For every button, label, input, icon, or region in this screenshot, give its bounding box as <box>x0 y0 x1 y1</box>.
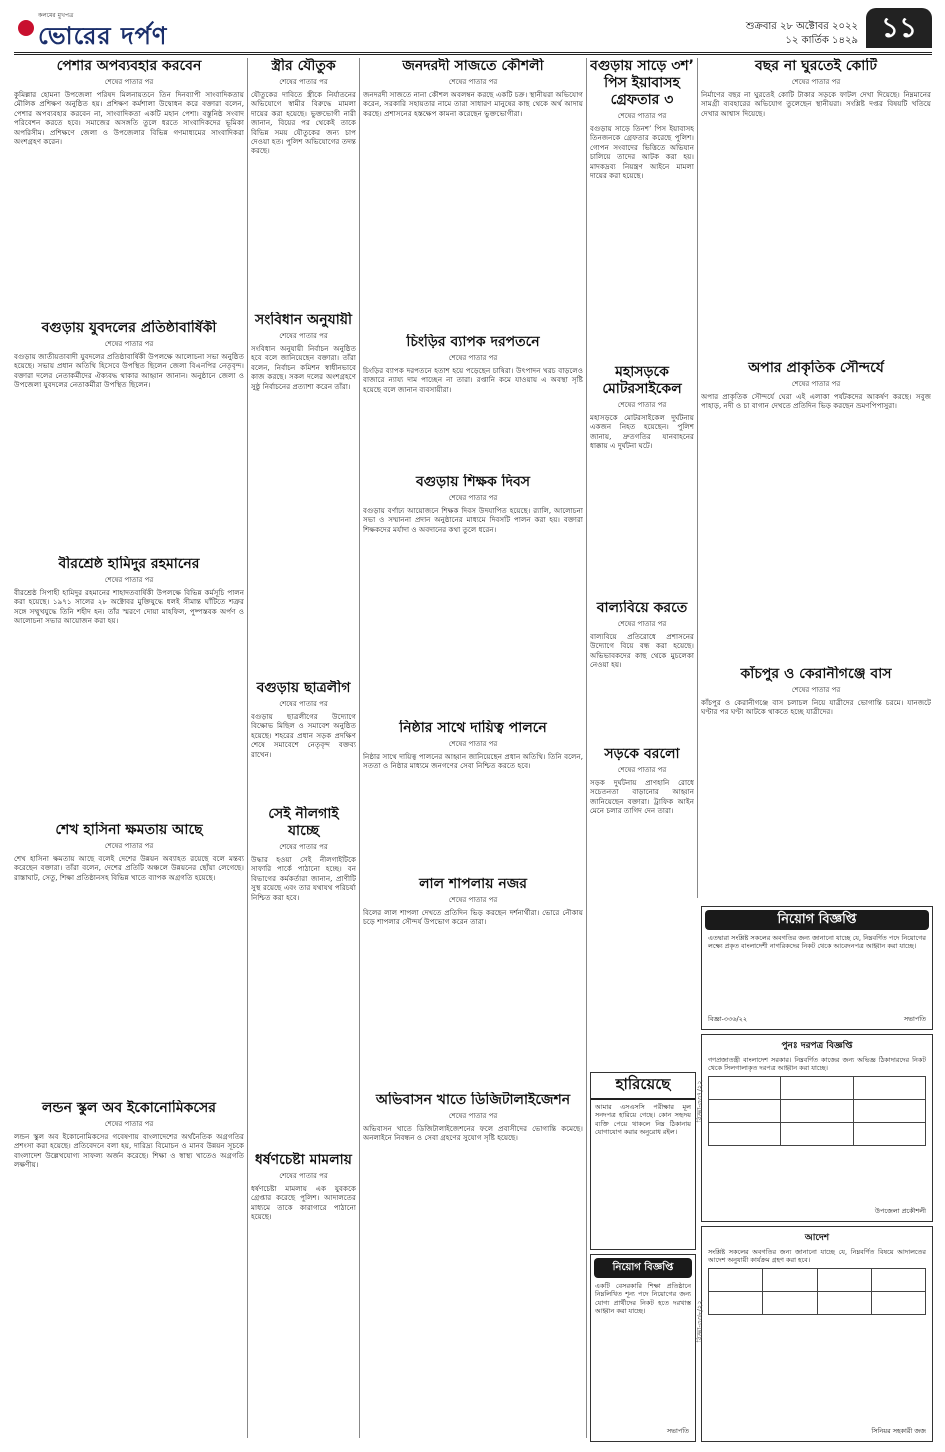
article-body: ধর্ষণচেষ্টা মামলায় এক যুবককে গ্রেপ্তার করেছে পুলিশ। আদালতের মাধ্যমে তাকে কারাগারে পাঠানো হয়েছে। <box>251 1184 356 1222</box>
article-dhorshon <box>251 1152 356 1440</box>
article-nilgai <box>251 806 356 1146</box>
order-table <box>708 1268 926 1315</box>
date-bengali: ১২ কার্তিক ১৪২৯ <box>785 35 858 46</box>
headline: মহাসড়কে মোটরসাইকেল <box>602 364 682 397</box>
ad-signatory: উপজেলা প্রকৌশলী <box>874 1207 926 1215</box>
headline: বছর না ঘুরতেই কোটি <box>755 58 877 74</box>
ad-recruitment-1 <box>701 906 933 1030</box>
article-lse <box>14 1100 244 1440</box>
continued-label: শেষের পাতার পর <box>791 686 841 694</box>
article-body: অপার প্রাকৃতিক সৌন্দর্যে ঘেরা এই এলাকা পর্যটকদের আকর্ষণ করছে। সবুজ পাহাড়, নদী ও চা বাগান দেখতে প্রতিদিন ভিড় করছেন ভ্রমণপিপাসুরা। <box>701 392 931 411</box>
article-birshreshtho <box>14 556 244 816</box>
headline: শেখ হাসিনা ক্ষমতায় আছে <box>55 822 203 838</box>
article-bochor-na-ghurtei <box>701 58 931 354</box>
article-songbidhan <box>251 312 356 672</box>
logo-tagline: কলমের মুখপত্র <box>38 12 74 19</box>
ad-body: এতদ্বারা সংশ্লিষ্ট সকলের অবগতির জন্য জানানো যাচ্ছে যে, নিম্নবর্ণিত পদে নিয়োগের লক্ষ্যে প্রকৃত বাংলাদেশী নাগরিকদের নিকট থেকে আবেদনপত্র আহ্বান করা যাচ্ছে। <box>708 934 926 951</box>
continued-label: শেষের পাতার পর <box>448 354 498 362</box>
column-rule <box>586 58 587 1438</box>
column-rule <box>697 58 698 898</box>
headline: অপার প্রাকৃতিক সৌন্দর্যে <box>748 360 884 376</box>
headline: সেই নীলগাই যাচ্ছে <box>268 806 339 839</box>
article-jubodal <box>14 320 244 550</box>
continued-label: শেষের পাতার পর <box>448 494 498 502</box>
headline: অভিবাসন খাতে ডিজিটালাইজেশন <box>375 1092 571 1108</box>
headline: পেশার অপব্যবহার করবেন <box>56 58 202 74</box>
continued-label: শেষের পাতার পর <box>617 112 667 120</box>
article-body: বগুড়ায় ছাত্রলীগের উদ্যোগে বিক্ষোভ মিছিল ও সমাবেশ অনুষ্ঠিত হয়েছে। শহরের প্রধান সড়ক প্রদক্ষিণ শেষে সমাবেশে নেতৃবৃন্দ বক্তব্য রাখেন। <box>251 712 356 759</box>
continued-label: শেষের পাতার পর <box>617 766 667 774</box>
headline: বগুড়ায় শিক্ষক দিবস <box>415 474 531 490</box>
ad-body: সংশ্লিষ্ট সকলের অবগতির জন্য জানানো যাচ্ছে যে, নিম্নবর্ণিত বিষয়ে আদালতের আদেশ অনুযায়ী কার্যক্রম গ্রহণ করা হবে। <box>708 1248 926 1265</box>
headline: লন্ডন স্কুল অব ইকোনোমিকসের <box>42 1100 216 1116</box>
continued-label: শেষের পাতার পর <box>104 78 154 86</box>
ad-signatory: সিনিয়র সহকারী জজ <box>871 1427 926 1435</box>
article-shikkhok-dibos <box>363 474 583 714</box>
article-body: বগুড়ায় জাতীয়তাবাদী যুবদলের প্রতিষ্ঠাবার্ষিকী উপলক্ষে আলোচনা সভা অনুষ্ঠিত হয়েছে। সভায় প্রধান অতিথি হিসেবে উপস্থিত ছিলেন জেলা বিএনপির নেতৃবৃন্দ। বক্তারা দলের নেতাকর্মীদের ঐক্যবদ্ধ থাকার আহ্বান জানান। অনুষ্ঠানে জেলা ও উপজেলা যুবদলের নেতাকর্মীরা উপস্থিত ছিলেন। <box>14 352 244 390</box>
column-rule <box>247 58 248 1438</box>
ad-code: বিজ্ঞা-৩৩৭/২২ <box>696 1080 704 1123</box>
ad-body: গণপ্রজাতন্ত্রী বাংলাদেশ সরকার। নিম্নবর্ণিত কাজের জন্য অভিজ্ঞ ঠিকাদারদের নিকট থেকে সিলগালাকৃত দরপত্র আহ্বান করা যাচ্ছে। <box>708 1056 926 1073</box>
headline: সড়কে বরলো <box>604 746 680 762</box>
continued-label: শেষের পাতার পর <box>448 740 498 748</box>
continued-label: শেষের পাতার পর <box>279 700 328 708</box>
headline: ধর্ষণচেষ্টা মামলায় <box>255 1152 352 1168</box>
newspaper-logo: ভোরের দর্পণ <box>38 22 168 50</box>
article-body: বীরশ্রেষ্ঠ সিপাহী হামিদুর রহমানের শাহাদতবার্ষিকী উপলক্ষে বিভিন্ন কর্মসূচি পালন করা হয়েছে। ১৯৭১ সালের ২৮ অক্টোবর মুক্তিযুদ্ধে ধলই সীমান্ত ঘাঁটিতে শত্রুর সঙ্গে সম্মুখযুদ্ধে তিনি শহীদ হন। তাঁর স্মরণে দোয়া মাহফিল, পুষ্পস্তবক অর্পণ ও আলোচনা সভার আয়োজন করা হয়। <box>14 588 244 626</box>
article-body: নিষ্ঠার সাথে দায়িত্ব পালনের আহ্বান জানিয়েছেন প্রধান অতিথি। তিনি বলেন, সততা ও নিষ্ঠার মাধ্যমে জনগণের সেবা নিশ্চিত করতে হবে। <box>363 752 583 771</box>
article-body: মহাসড়কে মোটরসাইকেল দুর্ঘটনায় একজন নিহত হয়েছেন। পুলিশ জানায়, দ্রুতগতির যানবাহনের ধাক্কায় এ দুর্ঘটনা ঘটে। <box>590 413 694 451</box>
article-chhatraleague <box>251 680 356 800</box>
ad-order <box>701 1226 933 1442</box>
dateline <box>746 20 858 48</box>
article-balyobiye <box>590 600 694 740</box>
article-joutuk <box>251 58 356 308</box>
headline: লাল শাপলায় নজর <box>419 876 527 892</box>
continued-label: শেষের পাতার পর <box>791 78 841 86</box>
article-pesha <box>14 58 244 316</box>
ad-title: নিয়োগ বিজ্ঞপ্তি <box>705 910 929 930</box>
article-nishtha <box>363 720 583 870</box>
article-sheikh-hasina <box>14 822 244 1094</box>
article-mohasorok <box>590 364 694 594</box>
headline: বগুড়ায় যুবদলের প্রতিষ্ঠাবার্ষিকী <box>41 320 217 336</box>
ad-tender <box>701 1034 933 1222</box>
continued-label: শেষের পাতার পর <box>104 842 154 850</box>
ad-title: পুনঃ দরপত্র বিজ্ঞপ্তি <box>781 1041 853 1051</box>
continued-label: শেষের পাতার পর <box>617 620 667 628</box>
article-body: সংবিধান অনুযায়ী নির্বাচন অনুষ্ঠিত হবে বলে জানিয়েছেন বক্তারা। তাঁরা বলেন, নির্বাচন কমিশন স্বাধীনভাবে কাজ করছে। সকল দলের অংশগ্রহণে সুষ্ঠু নির্বাচনের প্রত্যাশা করেন তাঁরা। <box>251 344 356 391</box>
article-prakritik-soundorjo <box>701 360 931 660</box>
article-body: বগুড়ায় বর্ণাঢ্য আয়োজনে শিক্ষক দিবস উদযাপিত হয়েছে। র‍্যালি, আলোচনা সভা ও সম্মাননা প্রদান অনুষ্ঠানের মাধ্যমে দিবসটি পালন করা হয়। বক্তারা শিক্ষকদের মর্যাদা ও অবদানের কথা তুলে ধরেন। <box>363 506 583 534</box>
headline: বাল্যবিয়ে করতে <box>596 600 688 616</box>
ad-body: একটি বেসরকারি শিক্ষা প্রতিষ্ঠানে নিম্নলিখিত শূন্য পদে নিয়োগের জন্য যোগ্য প্রার্থীদের নিকট হতে দরখাস্ত আহ্বান করা যাচ্ছে। <box>595 1282 691 1316</box>
article-body: উদ্ধার হওয়া সেই নীলগাইটিকে সাফারি পার্কে পাঠানো হচ্ছে। বন বিভাগের কর্মকর্তারা জানান, প্রাণীটি সুস্থ রয়েছে এবং তার যথাযথ পরিচর্যা নিশ্চিত করা হবে। <box>251 855 356 902</box>
headline: বগুড়ায় সাড়ে ৩শ’ পিস ইয়াবাসহ গ্রেফতার ৩ <box>590 58 694 108</box>
article-body: বিলের লাল শাপলা দেখতে প্রতিদিন ভিড় করছেন দর্শনার্থীরা। ভোরে নৌকায় চড়ে শাপলার সৌন্দর্য উপভোগ করেন তারা। <box>363 908 583 927</box>
ad-title: হারিয়েছে <box>591 1073 695 1100</box>
ad-body: আমার এসএসসি পরীক্ষার মূল সনদপত্র হারিয়ে গেছে। কোন সহৃদয় ব্যক্তি পেয়ে থাকলে নিম্ন ঠিকানায় যোগাযোগ করার অনুরোধ রইল। <box>595 1103 691 1137</box>
continued-label: শেষের পাতার পর <box>104 1120 154 1128</box>
article-body: জনদরদী সাজতে নানা কৌশল অবলম্বন করছে একটি চক্র। স্থানীয়রা অভিযোগ করেন, সরকারি সহায়তার নামে তারা সাধারণ মানুষের কাছ থেকে অর্থ আদায় করছে। প্রশাসনের হস্তক্ষেপ কামনা করেছেন ভুক্তভোগীরা। <box>363 90 583 118</box>
article-yaba <box>590 58 694 358</box>
article-body: যৌতুকের দাবিতে স্ত্রীকে নির্যাতনের অভিযোগে স্বামীর বিরুদ্ধে মামলা দায়ের করা হয়েছে। ভুক্তভোগী নারী জানান, বিয়ের পর থেকেই তাকে বিভিন্ন সময় যৌতুকের জন্য চাপ দেওয়া হত। পুলিশ অভিযোগের তদন্ত করছে। <box>251 90 356 156</box>
ad-recruitment-2 <box>590 1254 696 1442</box>
continued-label: শেষের পাতার পর <box>279 1172 328 1180</box>
ad-lost <box>590 1072 696 1250</box>
article-body: চিংড়ির ব্যাপক দরপতনে হতাশ হয়ে পড়েছেন চাষিরা। উৎপাদন খরচ বাড়লেও বাজারে ন্যায্য দাম পাচ্ছেন না তারা। রপ্তানি কমে যাওয়ায় এ অবস্থা সৃষ্টি হয়েছে বলে জানান ব্যবসায়ীরা। <box>363 366 583 394</box>
article-body: লন্ডন স্কুল অব ইকোনোমিকসের গবেষণায় বাংলাদেশের অর্থনৈতিক অগ্রগতির প্রশংসা করা হয়েছে। প্রতিবেদনে বলা হয়, দারিদ্র্য বিমোচন ও মানব উন্নয়ন সূচকে বাংলাদেশ উল্লেখযোগ্য সাফল্য অর্জন করেছে। শিক্ষা ও স্বাস্থ্য খাতেও অগ্রগতি লক্ষণীয়। <box>14 1132 244 1170</box>
logo-mark-icon <box>18 20 34 36</box>
article-body: শেখ হাসিনা ক্ষমতায় আছে বলেই দেশের উন্নয়ন অব্যাহত রয়েছে বলে মন্তব্য করেছেন বক্তারা। তাঁরা বলেন, দেশের প্রতিটি অঞ্চলে উন্নয়নের ছোঁয়া লেগেছে। রাস্তাঘাট, সেতু, শিক্ষা প্রতিষ্ঠানসহ বিভিন্ন খাতে ব্যাপক অগ্রগতি হয়েছে। <box>14 854 244 882</box>
ad-title: আদেশ <box>804 1233 830 1243</box>
headline: বগুড়ায় ছাত্রলীগ <box>256 680 351 696</box>
column-rule <box>359 58 360 1438</box>
headline: স্ত্রীর যৌতুক <box>271 58 336 74</box>
article-body: কাঁচপুর ও কেরানীগঞ্জে বাস চলাচল নিয়ে যাত্রীদের ভোগান্তি চরমে। যানজটে ঘণ্টার পর ঘণ্টা আটকে থাকতে হচ্ছে যাত্রীদের। <box>701 698 931 717</box>
article-body: নির্মাণের বছর না ঘুরতেই কোটি টাকার সড়কে ফাটল দেখা দিয়েছে। নিম্নমানের সামগ্রী ব্যবহারের অভিযোগ তুলেছেন স্থানীয়রা। সংশ্লিষ্ট দপ্তর বিষয়টি খতিয়ে দেখার আশ্বাস দিয়েছে। <box>701 90 931 118</box>
article-body: বগুড়ায় সাড়ে তিনশ’ পিস ইয়াবাসহ তিনজনকে গ্রেফতার করেছে পুলিশ। গোপন সংবাদের ভিত্তিতে অভিযান চালিয়ে তাদের আটক করা হয়। মাদকদ্রব্য নিয়ন্ত্রণ আইনে মামলা দায়ের করা হয়েছে। <box>590 124 694 181</box>
article-sorok <box>590 746 694 1066</box>
date-gregorian: শুক্রবার ২৮ অক্টোবর ২০২২ <box>745 21 858 32</box>
ad-title: নিয়োগ বিজ্ঞপ্তি <box>594 1258 692 1278</box>
article-chingri <box>363 334 583 468</box>
article-body: অভিবাসন খাতে ডিজিটালাইজেশনের ফলে প্রবাসীদের ভোগান্তি কমেছে। অনলাইনে নিবন্ধন ও সেবা গ্রহণের সুযোগ সৃষ্টি হয়েছে। <box>363 1124 583 1143</box>
ad-code: বিজ্ঞা-৩৩৬/২২ <box>708 1015 748 1023</box>
headline: কাঁচপুর ও কেরানীগঞ্জে বাস <box>740 666 892 682</box>
tender-table <box>708 1076 926 1146</box>
masthead <box>14 8 932 55</box>
article-body: বাল্যবিয়ে প্রতিরোধে প্রশাসনের উদ্যোগে বিয়ে বন্ধ করা হয়েছে। অভিভাবকদের কাছ থেকে মুচলেকা নেওয়া হয়। <box>590 632 694 670</box>
continued-label: শেষের পাতার পর <box>279 843 328 851</box>
article-obhibashon <box>363 1092 583 1440</box>
article-body: সড়ক দুর্ঘটনায় প্রাণহানি রোধে সচেতনতা বাড়ানোর আহ্বান জানিয়েছেন বক্তারা। ট্রাফিক আইন মেনে চলার তাগিদ দেন তারা। <box>590 778 694 816</box>
article-jonodorodi <box>363 58 583 328</box>
page-number: ১১ <box>866 8 932 48</box>
headline: চিংড়ির ব্যাপক দরপতনে <box>406 334 540 350</box>
continued-label: শেষের পাতার পর <box>791 380 841 388</box>
continued-label: শেষের পাতার পর <box>448 78 498 86</box>
headline: নিষ্ঠার সাথে দায়িত্ব পালনে <box>399 720 547 736</box>
ad-signatory: সভাপতি <box>666 1427 689 1435</box>
ad-code: বিজ্ঞা-৩৩৮/২২ <box>696 1300 704 1343</box>
continued-label: শেষের পাতার পর <box>448 1112 498 1120</box>
headline: বীরশ্রেষ্ঠ হামিদুর রহমানের <box>58 556 200 572</box>
continued-label: শেষের পাতার পর <box>617 401 667 409</box>
headline: সংবিধান অনুযায়ী <box>254 312 353 328</box>
article-body: কুমিল্লার হোমনা উপজেলা পরিষদ মিলনায়তনে তিন দিনব্যাপী সাংবাদিকতায় মৌলিক প্রশিক্ষণ অনুষ্ঠিত হয়। প্রশিক্ষণ কর্মশালা উদ্বোধন করে বক্তারা বলেন, পেশার অপব্যবহার করবেন না, সাংবাদিকতা একটি মহান পেশা। বস্তুনিষ্ঠ সংবাদ পরিবেশন করতে হবে। সমাজের অসঙ্গতি তুলে ধরতে সাংবাদিকদের ভূমিকা অপরিসীম। প্রশিক্ষণে জেলা ও উপজেলার বিভিন্ন গণমাধ্যমের সাংবাদিকরা অংশগ্রহণ করেন। <box>14 90 244 147</box>
continued-label: শেষের পাতার পর <box>279 332 328 340</box>
continued-label: শেষের পাতার পর <box>104 576 154 584</box>
continued-label: শেষের পাতার পর <box>279 78 328 86</box>
continued-label: শেষের পাতার পর <box>448 896 498 904</box>
headline: জনদরদী সাজতে কৌশলী <box>402 58 544 74</box>
article-lal-shapla <box>363 876 583 1086</box>
article-kanchpur <box>701 666 931 902</box>
ad-signatory: সভাপতি <box>903 1015 926 1023</box>
continued-label: শেষের পাতার পর <box>104 340 154 348</box>
